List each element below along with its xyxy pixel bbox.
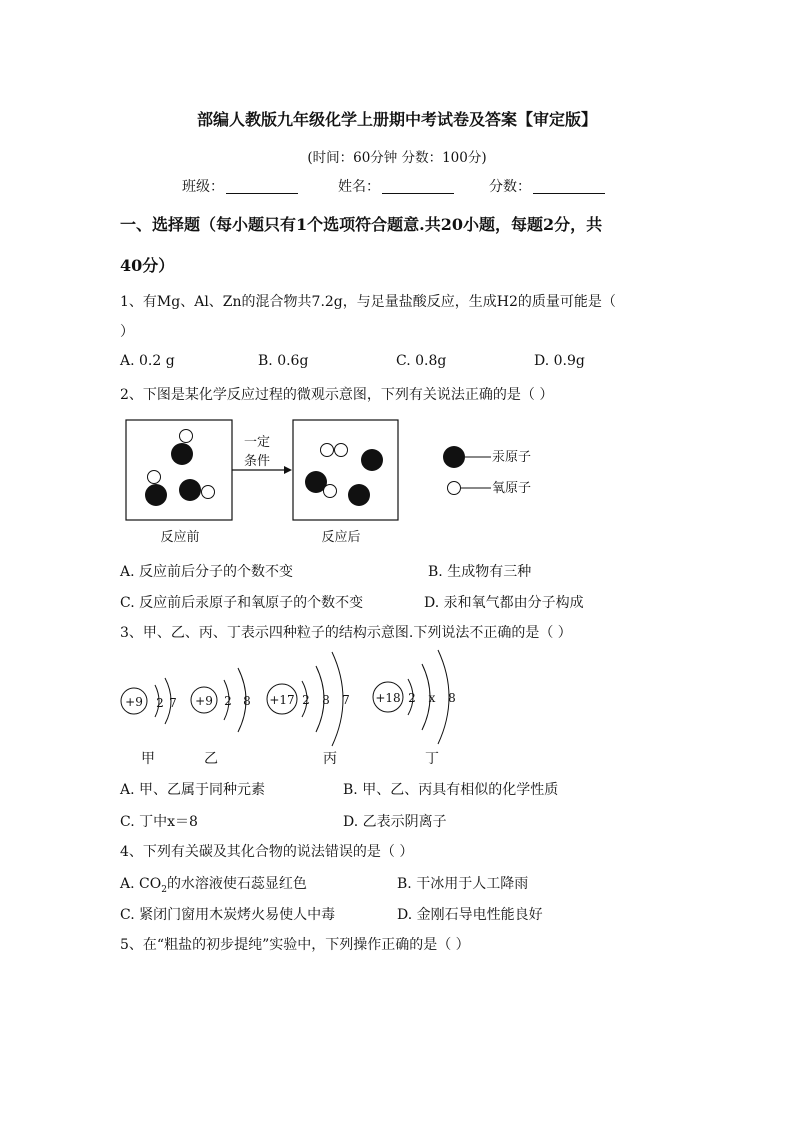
q4-option-b: B. 干冰用于人工降雨 — [397, 876, 529, 892]
condition-line1: 一定 — [243, 435, 271, 450]
label-bing: 丙 — [323, 751, 337, 767]
before-label: 反应前 — [160, 530, 200, 545]
section-heading-line2: 40分） — [120, 256, 175, 275]
before-box — [126, 420, 232, 520]
q3-option-d: D. 乙表示阴离子 — [343, 814, 447, 830]
label-yi: 乙 — [204, 751, 218, 767]
shell-ding-3: 8 — [448, 691, 456, 705]
legend-oxygen-label: 氧原子 — [492, 481, 532, 496]
q4-option-a-post: 的水溶液使石蕊显红色 — [166, 876, 307, 892]
shell-yi-1: 2 — [224, 694, 232, 708]
section-heading-line1: 一、选择题（每小题只有1个选项符合题意.共20小题，每题2分，共 — [120, 215, 603, 234]
shell-bing-1: 2 — [302, 693, 310, 707]
particle-jia — [121, 678, 177, 724]
q4-option-d: D. 金刚石导电性能良好 — [397, 907, 543, 923]
q3-option-c: C. 丁中x＝8 — [120, 814, 198, 830]
q4-stem: 4、下列有关碳及其化合物的说法错误的是（ ） — [120, 844, 414, 860]
q3-option-b: B. 甲、乙、丙具有相似的化学性质 — [343, 782, 559, 798]
q4-option-a-pre: A. CO — [120, 876, 162, 892]
q5-stem: 5、在“粗盐的初步提纯”实验中，下列操作正确的是（ ） — [120, 937, 470, 953]
q1-option-d: D. 0.9g — [534, 353, 585, 369]
q2-stem: 2、下图是某化学反应过程的微观示意图，下列有关说法正确的是（ ） — [120, 387, 554, 403]
nucleus-yi: +9 — [195, 694, 213, 708]
class-blank — [226, 179, 298, 194]
nucleus-ding: +18 — [375, 691, 401, 705]
nucleus-bing: +17 — [269, 693, 295, 707]
shell-ding-2: x — [428, 691, 436, 705]
name-blank — [382, 179, 454, 194]
q4-option-a-sub: 2 — [161, 884, 167, 895]
shell-ding-1: 2 — [408, 691, 416, 705]
shell-jia-2: 7 — [169, 696, 177, 710]
shell-bing-2: 8 — [322, 693, 330, 707]
score-blank — [533, 179, 605, 194]
q4-option-a — [120, 873, 307, 895]
exam-time-score: (时间：60分钟 分数：100分) — [307, 150, 487, 166]
q2-option-a: A. 反应前后分子的个数不变 — [120, 564, 294, 580]
particle-bing — [267, 652, 350, 746]
q1-option-a: A. 0.2 g — [120, 353, 175, 369]
particle-yi — [191, 668, 251, 732]
before-molecules — [145, 430, 215, 507]
class-field — [182, 176, 298, 196]
particle-ding — [373, 650, 456, 744]
reaction-diagram — [120, 414, 560, 549]
label-jia: 甲 — [141, 751, 155, 767]
q1-option-c: C. 0.8g — [396, 353, 447, 369]
q1-stem: 1、有Mg、Al、Zn的混合物共7.2g，与足量盐酸反应，生成H2的质量可能是（ — [120, 294, 616, 310]
after-label: 反应后 — [321, 530, 361, 545]
q4-option-c: C. 紧闭门窗用木炭烤火易使人中毒 — [120, 907, 336, 923]
page-title: 部编人教版九年级化学上册期中考试卷及答案【审定版】 — [196, 110, 597, 129]
shell-bing-3: 7 — [342, 693, 350, 707]
class-label: 班级： — [182, 179, 224, 195]
name-label: 姓名： — [338, 179, 380, 195]
after-box — [293, 420, 398, 520]
legend-mercury-icon — [443, 446, 491, 468]
q2-option-c: C. 反应前后汞原子和氧原子的个数不变 — [120, 595, 364, 611]
q1-stem-cont: ） — [120, 324, 134, 340]
legend-mercury-label: 汞原子 — [492, 450, 532, 465]
q3-stem: 3、甲、乙、丙、丁表示四种粒子的结构示意图.下列说法不正确的是（ ） — [120, 625, 572, 641]
label-ding: 丁 — [425, 751, 439, 767]
legend-oxygen-icon — [448, 482, 492, 495]
score-label: 分数： — [489, 179, 531, 195]
q2-option-b: B. 生成物有三种 — [428, 564, 532, 580]
q1-option-b: B. 0.6g — [258, 353, 309, 369]
q2-option-d: D. 汞和氧气都由分子构成 — [424, 595, 584, 611]
shell-yi-2: 8 — [243, 694, 251, 708]
condition-line2: 条件 — [243, 454, 271, 469]
shell-jia-1: 2 — [156, 696, 164, 710]
after-molecules — [305, 444, 383, 507]
nucleus-jia: +9 — [125, 695, 143, 709]
name-field — [338, 176, 454, 196]
atom-structure-diagram — [118, 646, 478, 768]
q3-option-a: A. 甲、乙属于同种元素 — [120, 782, 266, 798]
score-field — [489, 176, 605, 196]
